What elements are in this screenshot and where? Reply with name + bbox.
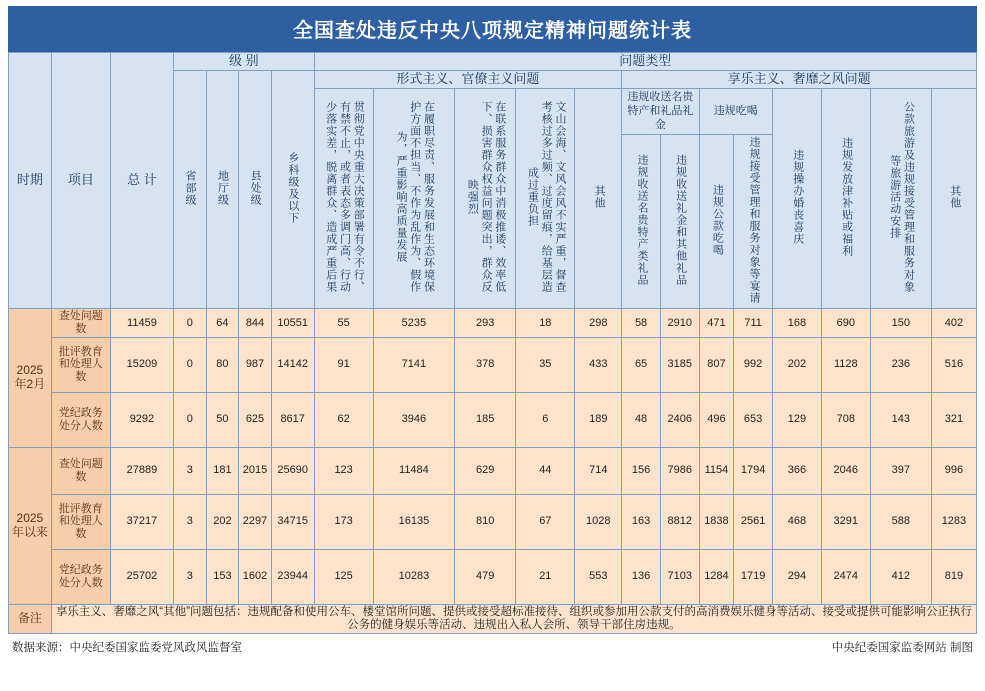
formalism-value: 714 xyxy=(575,447,622,494)
formalism-value: 185 xyxy=(455,392,516,447)
table-row xyxy=(9,392,977,447)
formalism-value: 11484 xyxy=(373,447,455,494)
level-value: 0 xyxy=(174,309,207,337)
header-gift-col-2: 违规收送礼金和其他礼品 xyxy=(660,134,699,309)
producer: 中央纪委国家监委网站 制图 xyxy=(831,642,973,655)
hedonism-value: 2406 xyxy=(660,392,699,447)
level-value: 1602 xyxy=(239,549,272,604)
level-value: 0 xyxy=(174,392,207,447)
hedonism-value: 516 xyxy=(931,337,976,392)
header-hedonism-wedding: 违规操办婚丧喜庆 xyxy=(772,88,821,309)
total-value: 37217 xyxy=(110,494,173,549)
header-level-group: 级 别 xyxy=(174,53,315,71)
formalism-value: 6 xyxy=(516,392,575,447)
header-hedonism-travel: 公款旅游及违规接受管理和服务对象等旅游活动安排 xyxy=(870,88,931,309)
level-value: 2297 xyxy=(239,494,272,549)
formalism-value: 10283 xyxy=(373,549,455,604)
table-row xyxy=(9,447,977,494)
formalism-value: 433 xyxy=(575,337,622,392)
header-level-3: 县处级 xyxy=(239,70,272,308)
row-label: 党纪政务处分人数 xyxy=(51,392,110,447)
table-row xyxy=(9,309,977,337)
level-value: 3 xyxy=(174,447,207,494)
hedonism-value: 1154 xyxy=(699,447,734,494)
total-value: 9292 xyxy=(110,392,173,447)
table-row xyxy=(9,549,977,604)
hedonism-value: 202 xyxy=(772,337,821,392)
level-value: 202 xyxy=(206,494,239,549)
hedonism-value: 807 xyxy=(699,337,734,392)
header-dining-group: 违规吃喝 xyxy=(699,88,772,134)
level-value: 23944 xyxy=(271,549,314,604)
header-formalism-3: 在联系服务群众中消极推诿、效率低下、损害群众权益问题突出，群众反映强烈 xyxy=(455,88,516,309)
formalism-value: 298 xyxy=(575,309,622,337)
header-problem-type-group: 问题类型 xyxy=(314,53,976,71)
hedonism-value: 402 xyxy=(931,309,976,337)
hedonism-value: 168 xyxy=(772,309,821,337)
header-formalism-1: 贯彻党中央重大决策部署有令不行、有禁不止，或者表态多调门高、行动少落实差，脱离群众、造成严重后果 xyxy=(314,88,373,309)
level-value: 0 xyxy=(174,337,207,392)
hedonism-value: 2910 xyxy=(660,309,699,337)
hedonism-value: 711 xyxy=(734,309,773,337)
level-value: 14142 xyxy=(271,337,314,392)
formalism-value: 3946 xyxy=(373,392,455,447)
hedonism-value: 1284 xyxy=(699,549,734,604)
formalism-value: 91 xyxy=(314,337,373,392)
formalism-value: 1028 xyxy=(575,494,622,549)
header-gift-group: 违规收送名贵特产和礼品礼金 xyxy=(622,88,699,134)
formalism-value: 378 xyxy=(455,337,516,392)
hedonism-value: 236 xyxy=(870,337,931,392)
formalism-value: 16135 xyxy=(373,494,455,549)
total-value: 15209 xyxy=(110,337,173,392)
hedonism-value: 48 xyxy=(622,392,661,447)
level-value: 34715 xyxy=(271,494,314,549)
header-gift-col-1: 违规收送名贵特产类礼品 xyxy=(622,134,661,309)
row-label: 批评教育和处理人数 xyxy=(51,494,110,549)
hedonism-value: 397 xyxy=(870,447,931,494)
table-row xyxy=(9,337,977,392)
header-hedonism-allowance: 违规发放津补贴或福利 xyxy=(821,88,870,309)
level-value: 64 xyxy=(206,309,239,337)
total-value: 11459 xyxy=(110,309,173,337)
hedonism-value: 1128 xyxy=(821,337,870,392)
formalism-value: 553 xyxy=(575,549,622,604)
hedonism-value: 65 xyxy=(622,337,661,392)
hedonism-value: 58 xyxy=(622,309,661,337)
row-label: 批评教育和处理人数 xyxy=(51,337,110,392)
hedonism-value: 2561 xyxy=(734,494,773,549)
hedonism-value: 471 xyxy=(699,309,734,337)
level-value: 10551 xyxy=(271,309,314,337)
level-value: 8617 xyxy=(271,392,314,447)
formalism-value: 21 xyxy=(516,549,575,604)
header-dining-col-2: 违规接受管理和服务对象等宴请 xyxy=(734,134,773,309)
level-value: 25690 xyxy=(271,447,314,494)
header-hedonism-other: 其他 xyxy=(931,88,976,309)
formalism-value: 62 xyxy=(314,392,373,447)
period-cell: 2025年以来 xyxy=(9,447,52,604)
header-period: 时期 xyxy=(9,53,52,309)
hedonism-value: 2046 xyxy=(821,447,870,494)
hedonism-value: 321 xyxy=(931,392,976,447)
hedonism-value: 496 xyxy=(699,392,734,447)
level-value: 153 xyxy=(206,549,239,604)
table-row xyxy=(9,494,977,549)
header-level-4: 乡科级及以下 xyxy=(271,70,314,308)
formalism-value: 810 xyxy=(455,494,516,549)
level-value: 844 xyxy=(239,309,272,337)
level-value: 3 xyxy=(174,549,207,604)
formalism-value: 479 xyxy=(455,549,516,604)
hedonism-value: 1283 xyxy=(931,494,976,549)
header-row-1 xyxy=(9,53,977,71)
level-value: 80 xyxy=(206,337,239,392)
hedonism-value: 690 xyxy=(821,309,870,337)
hedonism-value: 8812 xyxy=(660,494,699,549)
hedonism-value: 7986 xyxy=(660,447,699,494)
page-title: 全国查处违反中央八项规定精神问题统计表 xyxy=(8,6,977,52)
hedonism-value: 588 xyxy=(870,494,931,549)
row-label: 查处问题数 xyxy=(51,447,110,494)
row-label: 查处问题数 xyxy=(51,309,110,337)
row-label: 党纪政务处分人数 xyxy=(51,549,110,604)
hedonism-value: 708 xyxy=(821,392,870,447)
hedonism-value: 366 xyxy=(772,447,821,494)
header-hedonism-group: 享乐主义、奢靡之风问题 xyxy=(622,70,977,88)
formalism-value: 67 xyxy=(516,494,575,549)
hedonism-value: 163 xyxy=(622,494,661,549)
header-formalism-4: 文山会海、文风会风不实严重，督查考核过多过频、过度留痕，给基层造成过重负担 xyxy=(516,88,575,309)
level-value: 2015 xyxy=(239,447,272,494)
hedonism-value: 819 xyxy=(931,549,976,604)
hedonism-value: 156 xyxy=(622,447,661,494)
formalism-value: 7141 xyxy=(373,337,455,392)
formalism-value: 293 xyxy=(455,309,516,337)
total-value: 27889 xyxy=(110,447,173,494)
level-value: 625 xyxy=(239,392,272,447)
formalism-value: 55 xyxy=(314,309,373,337)
hedonism-value: 468 xyxy=(772,494,821,549)
hedonism-value: 150 xyxy=(870,309,931,337)
formalism-value: 18 xyxy=(516,309,575,337)
hedonism-value: 653 xyxy=(734,392,773,447)
header-total: 总 计 xyxy=(110,53,173,309)
note-label: 备注 xyxy=(9,604,52,633)
hedonism-value: 1719 xyxy=(734,549,773,604)
level-value: 3 xyxy=(174,494,207,549)
period-cell: 2025年2月 xyxy=(9,309,52,447)
statistics-table xyxy=(8,52,977,634)
hedonism-value: 7103 xyxy=(660,549,699,604)
hedonism-value: 1794 xyxy=(734,447,773,494)
hedonism-value: 996 xyxy=(931,447,976,494)
hedonism-value: 136 xyxy=(622,549,661,604)
header-formalism-2: 在履职尽责、服务发展和生态环境保护方面不担当、不作为乱作为、假作为，严重影响高质量发展 xyxy=(373,88,455,309)
header-level-2: 地厅级 xyxy=(206,70,239,308)
formalism-value: 629 xyxy=(455,447,516,494)
header-item: 项目 xyxy=(51,53,110,309)
data-source: 数据来源：中央纪委国家监委党风政风监督室 xyxy=(12,642,242,655)
formalism-value: 189 xyxy=(575,392,622,447)
formalism-value: 5235 xyxy=(373,309,455,337)
hedonism-value: 412 xyxy=(870,549,931,604)
hedonism-value: 2474 xyxy=(821,549,870,604)
hedonism-value: 129 xyxy=(772,392,821,447)
note-row xyxy=(9,604,977,633)
header-formalism-group: 形式主义、官僚主义问题 xyxy=(314,70,622,88)
header-formalism-5: 其他 xyxy=(575,88,622,309)
hedonism-value: 294 xyxy=(772,549,821,604)
formalism-value: 44 xyxy=(516,447,575,494)
hedonism-value: 3291 xyxy=(821,494,870,549)
header-level-1: 省部级 xyxy=(174,70,207,308)
level-value: 181 xyxy=(206,447,239,494)
level-value: 50 xyxy=(206,392,239,447)
formalism-value: 123 xyxy=(314,447,373,494)
hedonism-value: 143 xyxy=(870,392,931,447)
header-dining-col-1: 违规公款吃喝 xyxy=(699,134,734,309)
total-value: 25702 xyxy=(110,549,173,604)
level-value: 987 xyxy=(239,337,272,392)
formalism-value: 173 xyxy=(314,494,373,549)
hedonism-value: 992 xyxy=(734,337,773,392)
hedonism-value: 1838 xyxy=(699,494,734,549)
formalism-value: 125 xyxy=(314,549,373,604)
formalism-value: 35 xyxy=(516,337,575,392)
footer xyxy=(8,634,977,655)
note-text: 享乐主义、奢靡之风“其他”问题包括：违规配备和使用公车、楼堂馆所问题、提供或接受超标准接待、组织或参加用公款支付的高消费娱乐健身等活动、接受或提供可能影响公正执行公务的健身娱乐等活动、违规出入私人会所、领导干部住房违规。 xyxy=(51,604,976,633)
hedonism-value: 3185 xyxy=(660,337,699,392)
